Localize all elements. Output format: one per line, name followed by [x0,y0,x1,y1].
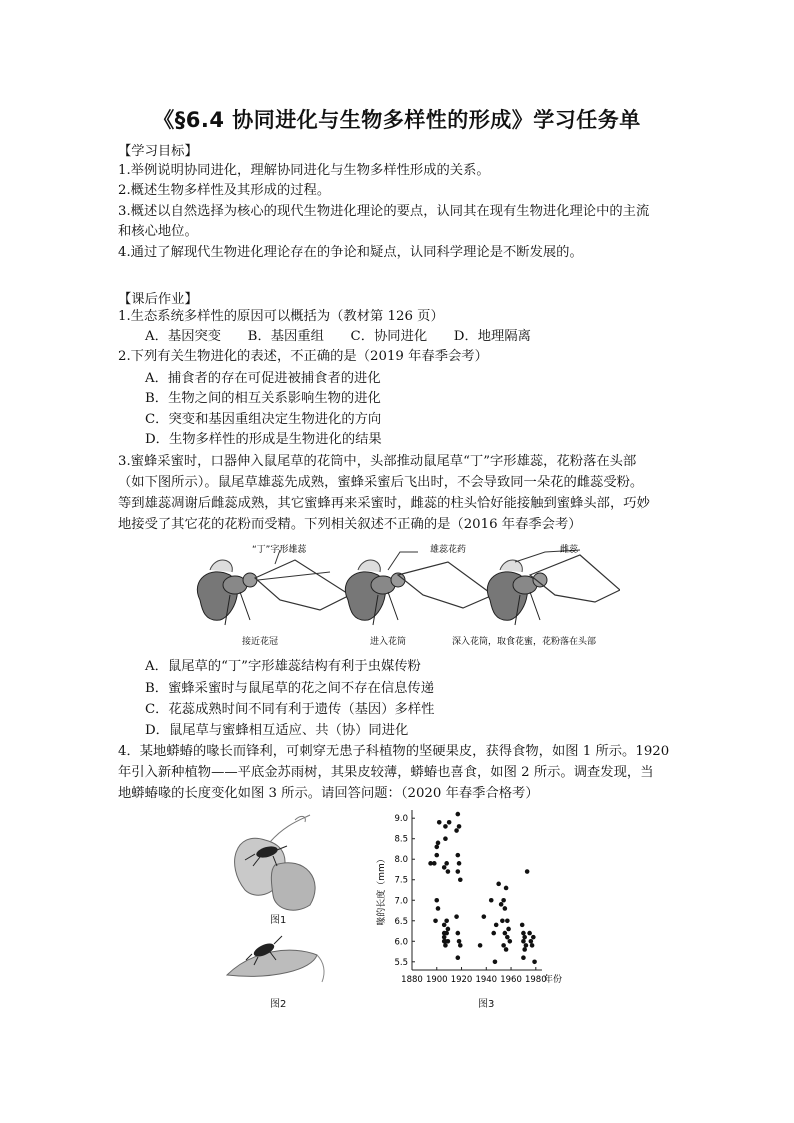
q3-option-a: A．鼠尾草的“丁”字形雄蕊结构有利于虫媒传粉 [145,659,421,674]
data-point [444,861,449,866]
data-point [434,853,439,858]
data-point [529,939,534,944]
data-point [503,931,508,936]
data-point [491,931,496,936]
data-point [443,836,448,841]
data-point [500,918,505,923]
chart-axes [412,810,542,970]
q3-option-d: D．鼠尾草与蜜蜂相互适应、共（协）同进化 [145,723,409,738]
data-point [434,898,439,903]
bee-stage-1 [197,550,350,625]
fig2-caption: 图2 [270,999,287,1010]
y-tick-label: 7.0 [394,896,408,907]
data-point [478,943,483,948]
data-point [442,923,447,928]
figure-label-pistil: 雌蕊 [560,545,579,555]
data-point [456,812,461,817]
figure-label-stamen: “丁”字形雄蕊 [252,545,307,555]
goal-line: 2.概述生物多样性及其形成的过程。 [118,183,331,198]
goal-line: 4.通过了解现代生物进化理论存在的争论和疑点，认同科学理论是不断发展的。 [118,245,583,260]
data-point [458,943,463,948]
q2-option-c: C．突变和基因重组决定生物进化的方向 [145,412,382,427]
q4-stem-line: 地蟒蝽喙的长度变化如图 3 所示。请回答问题：（2020 年春季合格考） [118,786,539,801]
data-point [520,923,525,928]
x-tick-label: 1940 [475,975,498,985]
y-tick-label: 6.0 [394,937,408,948]
data-point [457,861,462,866]
homework-header: 【课后作业】 [118,292,198,307]
data-point [457,939,462,944]
data-point [454,828,459,833]
data-point [494,923,499,928]
data-point [493,959,498,964]
data-point [521,955,526,960]
data-point [521,931,526,936]
fruit-bug-figure-1 [215,810,335,915]
q3-stem-line: 3.蜜蜂采蜜时，口器伸入鼠尾草的花筒中，头部推动鼠尾草“丁”字形雄蕊，花粉落在头部 [118,454,637,469]
q2-stem: 2.下列有关生物进化的表述，不正确的是（2019 年春季会考） [118,349,488,364]
fig3-caption: 图3 [478,999,495,1010]
data-point [503,906,508,911]
data-point [437,820,442,825]
data-point [499,902,504,907]
data-point [489,898,494,903]
goals-header: 【学习目标】 [118,144,198,159]
data-point [482,914,487,919]
data-point [446,927,451,932]
q3-option-b: B．蜜蜂采蜜时与鼠尾草的花之间不存在信息传递 [145,681,435,696]
data-point [456,955,461,960]
data-point [501,943,506,948]
bee-stage-2 [345,552,493,625]
bee-stage-3 [487,550,620,625]
q2-option-a: A．捕食者的存在可促进被捕食者的进化 [145,371,381,386]
x-axis-label: 年份 [544,975,563,985]
data-point [446,869,451,874]
y-tick-label: 5.5 [394,957,408,968]
data-point [506,927,511,932]
figure-label-anther: 雄蕊花药 [430,545,467,555]
data-point [530,943,535,948]
q3-stem-line: 地接受了其它花的花粉而受精。下列相关叙述不正确的是（2016 年春季会考） [118,517,582,532]
data-point [446,939,451,944]
data-point [456,853,461,858]
data-point [505,918,510,923]
y-tick-label: 7.5 [394,875,408,886]
data-point [454,914,459,919]
data-point [443,943,448,948]
page-title: 《§6.4 协同进化与生物多样性的形成》学习任务单 [153,108,641,132]
data-point [432,861,437,866]
data-point [496,882,501,887]
figure-caption-deep: 深入花筒，取食花蜜，花粉落在头部 [452,637,597,647]
goal-line: 3.概述以自然选择为核心的现代生物进化理论的要点，认同其在现有生物进化理论中的主流 [118,204,650,219]
data-point [457,824,462,829]
q3-stem-line: 等到雄蕊凋谢后雌蕊成熟，其它蜜蜂再来采蜜时，雌蕊的柱头恰好能接触到蜜蜂头部，巧妙 [118,496,650,511]
pod-bug-figure-2 [222,930,332,985]
data-point [442,935,447,940]
data-point [532,959,537,964]
goal-line: 和核心地位。 [118,224,198,239]
q2-option-b: B．生物之间的相互关系影响生物的进化 [145,391,381,406]
fig1-caption: 图1 [270,915,287,926]
goal-line: 1.举例说明协同进化，理解协同进化与生物多样性形成的关系。 [118,163,490,178]
x-tick-label: 1880 [401,975,423,985]
y-tick-label: 8.0 [394,855,408,866]
data-point [522,935,527,940]
y-axis-label: 喙的长度（mm） [377,854,387,926]
data-point [436,841,441,846]
y-tick-label: 9.0 [394,814,408,825]
q2-option-d: D．生物多样性的形成是生物进化的结果 [145,432,382,447]
data-point [504,947,509,952]
x-tick-label: 1960 [500,975,522,985]
data-point [458,877,463,882]
data-point [442,865,447,870]
data-point [444,918,449,923]
beak-length-scatter-chart [372,800,572,990]
data-point [504,886,509,891]
figure-caption-approach: 接近花冠 [242,637,279,647]
data-point [524,943,529,948]
figure-caption-enter: 进入花筒 [370,637,407,647]
data-point [443,824,448,829]
data-point [527,931,532,936]
data-point [456,931,461,936]
data-point [501,898,506,903]
q3-option-c: C．花蕊成熟时间不同有利于遗传（基因）多样性 [145,702,435,717]
q1-options: A．基因突变 B．基因重组 C．协同进化 D．地理隔离 [145,329,531,344]
data-point [436,906,441,911]
q4-stem-line: 4．某地蟒蝽的喙长而锋利，可刺穿无患子科植物的坚硬果皮，获得食物，如图 1 所示。1920 [118,744,670,759]
data-point [522,947,527,952]
data-point [444,931,449,936]
data-point [521,939,526,944]
data-point [525,869,530,874]
data-point [505,935,510,940]
data-point [447,820,452,825]
x-tick-label: 1980 [524,975,547,985]
data-point [508,939,513,944]
data-point [434,845,439,850]
q3-stem-line: （如下图所示）。鼠尾草雄蕊先成熟，蜜蜂采蜜后飞出时，不会导致同一朵花的雌蕊受粉。 [118,475,644,490]
x-tick-label: 1920 [450,975,473,985]
q4-stem-line: 年引入新种植物——平底金苏雨树，其果皮较薄，蟒蝽也喜食，如图 2 所示。调查发现，当 [118,765,654,780]
data-point [433,918,438,923]
y-tick-label: 8.5 [394,834,408,845]
x-tick-label: 1900 [425,975,448,985]
data-point [531,935,536,940]
data-points [428,812,537,964]
q1-stem: 1.生态系统多样性的原因可以概括为（教材第 126 页） [118,309,444,324]
y-tick-label: 6.5 [394,916,408,927]
bee-pollination-figure [180,540,620,650]
data-point [456,869,461,874]
